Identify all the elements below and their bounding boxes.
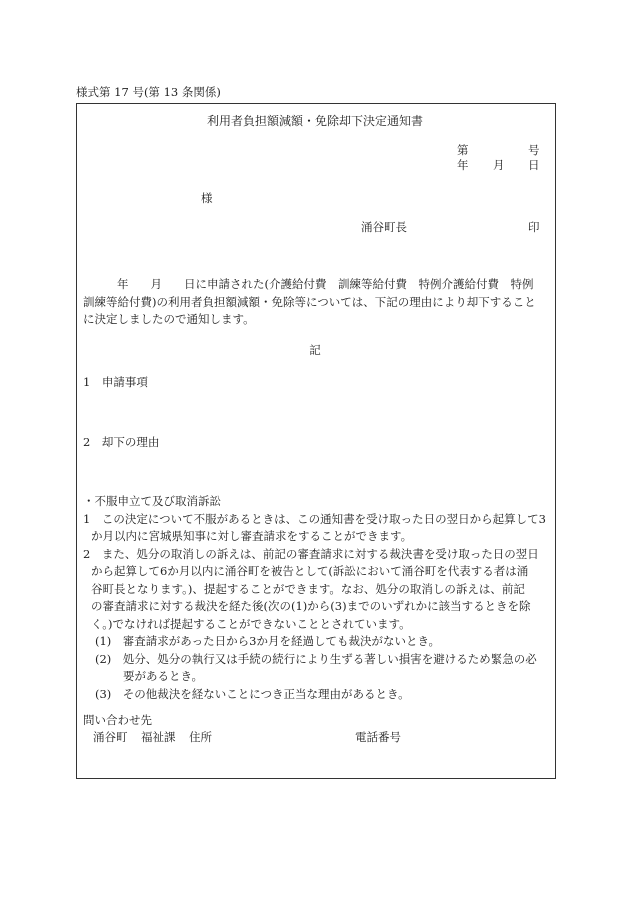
- date-month: 月: [493, 158, 505, 172]
- appeal-item-2-line-1: 2 また、処分の取消しの訴えは、前記の審査請求に対する裁決書を受け取った日の翌日: [83, 546, 539, 561]
- appeal-item-1-line-2: か月以内に宮城県知事に対し審査請求をすることができます。: [91, 529, 413, 543]
- appeal-item-2-line-3: 谷町長となります。)、提起することができます。なお、処分の取消しの訴えは、前記: [91, 581, 525, 596]
- date-year: 年: [457, 158, 469, 172]
- appeal-item-1-line-1: 1 この決定について不服があるときは、この通知書を受け取った日の翌日から起算して3: [83, 511, 546, 526]
- body-line-3: に決定しましたので通知します。: [83, 312, 255, 326]
- appeal-item-2-line-2: から起算して6か月以内に涌谷町を被告として(訴訟において涌谷町を代表する者は涌: [91, 564, 529, 578]
- appeal-notice: [83, 493, 551, 703]
- doc-number-go: 号: [528, 143, 540, 157]
- recipient-honorific: 様: [201, 191, 213, 205]
- contact-town: 涌谷町: [93, 730, 128, 744]
- section-application-items: 1 申請事項: [83, 375, 148, 389]
- date-day: 日: [528, 158, 540, 172]
- appeal-sub-2-line-2: 要があるとき。: [123, 669, 204, 683]
- body-line-2: 訓練等給付費)の利用者負担額減額・免除等については、下記の理由により却下すること: [83, 294, 536, 309]
- document-title: 利用者負担額減額・免除却下決定通知書: [206, 114, 423, 128]
- section-rejection-reason: 2 却下の理由: [83, 435, 160, 449]
- contact-address-label: 住所: [189, 730, 212, 744]
- contact-phone-label: 電話番号: [355, 730, 401, 744]
- appeal-item-2-line-5: く。)でなければ提起することができないこととされています。: [91, 616, 411, 631]
- contact-department: 福祉課: [141, 730, 176, 744]
- contact-heading: 問い合わせ先: [83, 713, 152, 727]
- appeal-sub-1: (1) 審査請求があった日から3か月を経過しても裁決がないとき。: [95, 634, 441, 648]
- appeal-heading: ・不服申立て及び取消訴訟: [83, 494, 221, 508]
- doc-number-dai: 第: [457, 143, 469, 157]
- body-paragraph: [83, 276, 551, 329]
- appeal-sub-2-line-1: (2) 処分、処分の執行又は手続の続行により生ずる著しい損害を避けるため緊急の必: [95, 651, 537, 666]
- sender-name: 涌谷町長: [361, 220, 407, 234]
- form-number: 様式第 17 号(第 13 条関係): [76, 85, 221, 99]
- ki-label: 記: [309, 343, 321, 357]
- seal-mark: 印: [528, 220, 540, 234]
- body-line-1: 年 月 日に申請された(介護給付費 訓練等給付費 特例介護給付費 特例: [117, 277, 534, 291]
- appeal-sub-3: (3) その他裁決を経ないことにつき正当な理由があるとき。: [95, 686, 410, 701]
- appeal-item-2-line-4: の審査請求に対する裁決を経た後(次の(1)から(3)までのいずれかに該当するときを除: [91, 599, 531, 613]
